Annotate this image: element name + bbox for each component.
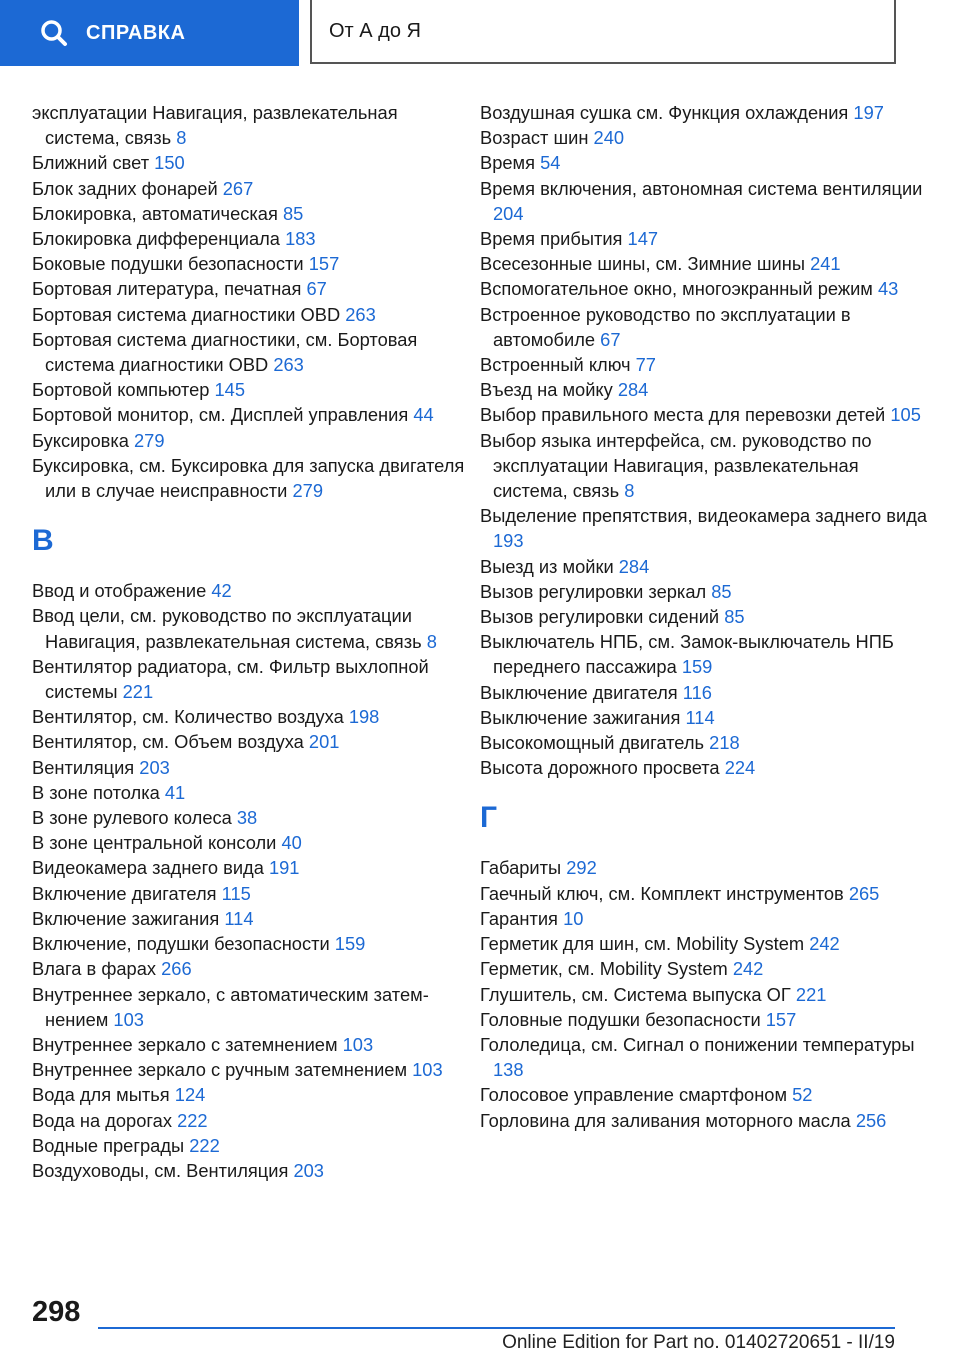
page-link[interactable]: 240	[593, 127, 625, 149]
page-link[interactable]: 221	[122, 681, 154, 703]
index-entry-text: В зоне центральной консоли	[32, 832, 277, 854]
index-entry	[32, 1133, 472, 1158]
page-link[interactable]: 263	[345, 303, 376, 325]
page-link[interactable]: 292	[566, 857, 597, 879]
page-link[interactable]: 124	[174, 1084, 206, 1106]
index-entry	[480, 1108, 930, 1133]
index-entry-text: Влага в фарах	[32, 958, 157, 980]
index-entry-text: Выключение двигателя	[480, 681, 678, 703]
page-link[interactable]: 145	[214, 379, 246, 401]
page-link[interactable]: 218	[709, 732, 740, 754]
index-entry-text: Внутреннее зеркало с ручным затемнением	[32, 1059, 408, 1081]
search-button[interactable]	[0, 0, 299, 66]
index-entry	[480, 1082, 930, 1107]
page-link[interactable]: 103	[412, 1059, 443, 1081]
index-entry-text: Бортовой компьютер	[32, 379, 210, 401]
page-link[interactable]: 138	[493, 1059, 524, 1081]
tab-a-to-z-label: От А до Я	[329, 19, 421, 42]
index-entry-text: Голосовое управление смартфоном	[480, 1084, 788, 1106]
index-entry	[480, 302, 930, 352]
index-entry-text: Боковые подушки безопасности	[32, 253, 304, 275]
page-link[interactable]: 191	[268, 857, 300, 879]
index-entry	[480, 579, 930, 604]
index-entry	[32, 982, 472, 1032]
page-link[interactable]: 284	[617, 379, 649, 401]
search-label: СПРАВКА	[86, 21, 186, 44]
index-entry-text: Включение, подушки безопасности	[32, 933, 330, 955]
index-entry	[32, 780, 472, 805]
section-letter: Г	[480, 801, 498, 835]
index-entry	[32, 704, 472, 729]
index-entry	[32, 855, 472, 880]
page-link[interactable]: 157	[308, 253, 340, 275]
index-entry	[32, 302, 472, 327]
index-entry-text: Вспомогательное окно, многоэкранный режим	[480, 278, 873, 300]
index-entry-text: Горловина для заливания моторного масла	[480, 1109, 851, 1131]
footer-divider	[98, 1327, 895, 1329]
index-entry	[32, 428, 472, 453]
index-entry-text: Гарантия	[480, 907, 558, 929]
page-link[interactable]: 279	[292, 480, 324, 502]
index-entry	[32, 906, 472, 931]
index-entry	[32, 226, 472, 251]
index-entry	[480, 251, 930, 276]
index-entry-text: Въезд на мойку	[480, 379, 613, 401]
page-link[interactable]: 242	[809, 933, 840, 955]
index-entry	[32, 1158, 472, 1183]
page-link[interactable]: 115	[221, 882, 251, 904]
page-link[interactable]: 201	[308, 731, 340, 753]
index-entry	[480, 855, 930, 880]
index-entry-text: Выключатель НПБ, см. Замок-выключатель НПБ переднего пассажира	[480, 631, 894, 678]
index-entry-text: Выезд из мойки	[480, 555, 614, 577]
index-entry	[480, 402, 930, 427]
page-link[interactable]: 267	[222, 177, 254, 199]
index-entry-text: Включение двигателя	[32, 882, 217, 904]
index-entry-text: Встроенное руководство по эксплуатации в автомобиле	[480, 303, 851, 350]
index-entry	[480, 931, 930, 956]
index-entry	[32, 1057, 472, 1082]
page-link[interactable]: 40	[281, 832, 302, 854]
index-entry	[480, 503, 930, 553]
index-entry	[32, 654, 472, 704]
index-entry-text: Всесезонные шины, см. Зимние шины	[480, 253, 805, 275]
index-entry	[480, 352, 930, 377]
index-entry-text: Воздушная сушка см. Функция охлаждения	[480, 102, 849, 123]
index-entry	[480, 906, 930, 931]
page-link[interactable]: 77	[635, 354, 656, 376]
page-link[interactable]: 67	[306, 278, 327, 300]
index-entry-text: Буксировка	[32, 429, 129, 451]
page-link[interactable]: 8	[176, 127, 187, 149]
page-link[interactable]: 10	[563, 907, 584, 929]
page-link[interactable]: 147	[627, 228, 659, 250]
page-link[interactable]: 103	[113, 1008, 144, 1030]
page-link[interactable]: 204	[493, 202, 524, 224]
index-entry	[32, 881, 472, 906]
page-link[interactable]: 8	[426, 630, 437, 652]
index-entry-text: Время	[480, 152, 535, 174]
index-entry	[32, 805, 472, 830]
page-link[interactable]: 203	[293, 1159, 324, 1181]
index-entry-text: Водные преграды	[32, 1134, 185, 1156]
index-entry-text: Головные подушки безопасности	[480, 1008, 761, 1030]
page-link[interactable]: 42	[211, 580, 232, 602]
index-entry-text: Блок задних фонарей	[32, 177, 218, 199]
page-link[interactable]: 284	[618, 555, 650, 577]
page-link[interactable]: 222	[177, 1109, 208, 1131]
index-entry-text: Выделение препятствия, видеокамера заднего вида	[480, 505, 928, 527]
index-entry-text: Высота дорожного просвета	[480, 757, 720, 779]
page-link[interactable]: 197	[853, 102, 884, 123]
index-entry-text: Габариты	[480, 857, 562, 879]
index-entry-text: Ввод цели, см. руководство по эксплуатации Навигация, развлекательная система, связь	[32, 605, 422, 652]
index-entry	[32, 100, 472, 150]
index-entry	[32, 578, 472, 603]
index-entry	[480, 276, 930, 301]
index-entry	[32, 931, 472, 956]
index-entry	[480, 125, 930, 150]
page-link[interactable]: 8	[624, 480, 635, 502]
index-column-left	[32, 100, 472, 1183]
page-number: 298	[32, 1296, 81, 1328]
page-link[interactable]: 279	[134, 429, 165, 451]
index-entry	[32, 1108, 472, 1133]
index-entry-text: Глушитель, см. Система выпуска ОГ	[480, 983, 791, 1005]
index-entry	[480, 100, 930, 125]
index-entry-text: Возраст шин	[480, 127, 589, 149]
index-entry	[32, 176, 472, 201]
page-link[interactable]: 203	[139, 756, 170, 778]
page-link[interactable]: 114	[224, 907, 254, 929]
page-link[interactable]: 193	[493, 530, 524, 552]
page-link[interactable]: 52	[792, 1084, 813, 1106]
page-link[interactable]: 54	[540, 152, 561, 174]
index-entry	[32, 327, 472, 377]
index-entry	[32, 603, 472, 653]
index-entry	[32, 402, 472, 427]
index-entry	[32, 1082, 472, 1107]
index-entry-text: В зоне потолка	[32, 781, 160, 803]
index-entry	[32, 150, 472, 175]
index-entry-text: Включение зажигания	[32, 907, 220, 929]
index-entry-text: Вода для мытья	[32, 1084, 170, 1106]
index-entry-text: Видеокамера заднего вида	[32, 857, 264, 879]
page-link[interactable]: 183	[285, 228, 316, 250]
index-entry	[480, 176, 930, 226]
index-entry-text: Время включения, автономная система вентиляции	[480, 177, 923, 199]
index-entry-text: Ближний свет	[32, 152, 150, 174]
page-link[interactable]: 242	[732, 958, 764, 980]
index-entry-text: Выбор правильного места для перевозки детей	[480, 404, 886, 426]
page-link[interactable]: 198	[348, 706, 380, 728]
index-entry	[480, 377, 930, 402]
index-entry	[480, 1032, 930, 1082]
index-entry-text: Вентилятор радиатора, см. Фильтр выхлопной системы	[32, 655, 429, 703]
index-entry	[480, 554, 930, 579]
page-link[interactable]: 265	[848, 882, 880, 904]
tab-a-to-z[interactable]	[310, 0, 896, 64]
page-link[interactable]: 85	[724, 606, 745, 628]
page-link[interactable]: 103	[342, 1033, 374, 1055]
index-entry	[480, 705, 930, 730]
page-link[interactable]: 105	[890, 404, 921, 426]
index-entry	[480, 428, 930, 504]
index-entry-text: Время прибытия	[480, 228, 623, 250]
section-letter: В	[32, 524, 54, 558]
index-entry-text: Внутреннее зеркало с затемнением	[32, 1033, 338, 1055]
index-entry	[480, 956, 930, 981]
index-entry-text: Герметик для шин, см. Mobility System	[480, 933, 805, 955]
index-entry	[480, 604, 930, 629]
page-link[interactable]: 38	[236, 807, 258, 829]
page-link[interactable]: 157	[765, 1008, 797, 1030]
index-entry-text: В зоне рулевого колеса	[32, 807, 232, 829]
page-link[interactable]: 224	[724, 757, 756, 779]
index-entry-text: Бортовой монитор, см. Дисплей управления	[32, 404, 409, 426]
index-entry	[480, 680, 930, 705]
page-link[interactable]: 114	[685, 706, 715, 728]
page-link[interactable]: 41	[164, 781, 186, 803]
index-entry-text: Вода на дорогах	[32, 1109, 172, 1131]
page-link[interactable]: 221	[795, 983, 827, 1005]
index-entry-text: Внутреннее зеркало, с автоматическим затемнением	[32, 983, 429, 1030]
index-entry-text: Бортовая система диагностики, см. Бортовая система диагностики OBD	[32, 328, 418, 376]
index-entry-text: Вентилятор, см. Объем воздуха	[32, 731, 304, 753]
index-entry	[32, 276, 472, 301]
page-link[interactable]: 85	[711, 580, 732, 602]
index-entry	[32, 377, 472, 402]
index-entry-text: Встроенный ключ	[480, 354, 631, 376]
index-entry-text: Выбор языка интерфейса, см. руководство по эксплуатации Навигация, развлекательная система, связь	[480, 429, 872, 502]
page-link[interactable]: 159	[334, 933, 366, 955]
index-entry-text: Бортовая литература, печатная	[32, 278, 302, 300]
index-entry-text: Буксировка, см. Буксировка для запуска двигателя или в случае неисправности	[32, 454, 465, 502]
index-entry-text: Высокомощный двигатель	[480, 732, 705, 754]
page-link[interactable]: 43	[877, 278, 899, 300]
index-entry-text: Гололедица, см. Сигнал о понижении температуры	[480, 1033, 915, 1055]
page-link[interactable]: 266	[161, 958, 192, 980]
page-link[interactable]: 263	[273, 354, 304, 376]
index-entry-text: Вызов регулировки зеркал	[480, 580, 707, 602]
index-entry-text: Вентилятор, см. Количество воздуха	[32, 706, 344, 728]
index-entry	[32, 201, 472, 226]
index-entry-text: Блокировка дифференциала	[32, 228, 280, 250]
page-link[interactable]: 150	[154, 152, 185, 174]
index-entry	[32, 251, 472, 276]
index-entry-text: Воздуховоды, см. Вентиляция	[32, 1159, 289, 1181]
index-entry-text: Блокировка, автоматическая	[32, 202, 278, 224]
index-entry-text: Бортовая система диагностики OBD	[32, 303, 341, 325]
index-entry-text: Вызов регулировки сидений	[480, 606, 720, 628]
page-link[interactable]: 241	[810, 253, 841, 275]
index-entry	[480, 1007, 930, 1032]
index-entry-text: Гаечный ключ, см. Комплект инструментов	[480, 882, 844, 904]
index-entry	[480, 150, 930, 175]
index-entry	[32, 755, 472, 780]
index-entry	[480, 730, 930, 755]
index-entry	[480, 982, 930, 1007]
index-entry	[32, 729, 472, 754]
page-link[interactable]: 222	[189, 1134, 220, 1156]
index-entry	[480, 755, 930, 780]
index-entry	[32, 453, 472, 503]
index-entry-text: Вентиляция	[32, 756, 135, 778]
index-entry	[32, 830, 472, 855]
index-entry-text: Герметик, см. Mobility System	[480, 958, 728, 980]
index-entry	[32, 1032, 472, 1057]
index-entry	[480, 629, 930, 679]
page-link[interactable]: 85	[282, 202, 304, 224]
index-entry-text: эксплуатации Навигация, развлекательная система, связь	[32, 102, 398, 149]
index-entry	[480, 881, 930, 906]
index-column-right	[480, 100, 930, 1133]
index-entry	[480, 226, 930, 251]
page-link[interactable]: 159	[681, 656, 713, 678]
index-entry-text: Выключение зажигания	[480, 706, 681, 728]
edition-footer: Online Edition for Part no. 01402720651 - II/19	[502, 1332, 895, 1353]
page-link[interactable]: 256	[855, 1109, 887, 1131]
page-link[interactable]: 67	[600, 328, 621, 350]
search-icon	[40, 19, 68, 47]
page-link[interactable]: 44	[413, 404, 434, 426]
index-entry	[32, 956, 472, 981]
index-entry-text: Ввод и отображение	[32, 580, 207, 602]
top-bar	[0, 0, 960, 66]
page-link[interactable]: 116	[682, 681, 712, 703]
